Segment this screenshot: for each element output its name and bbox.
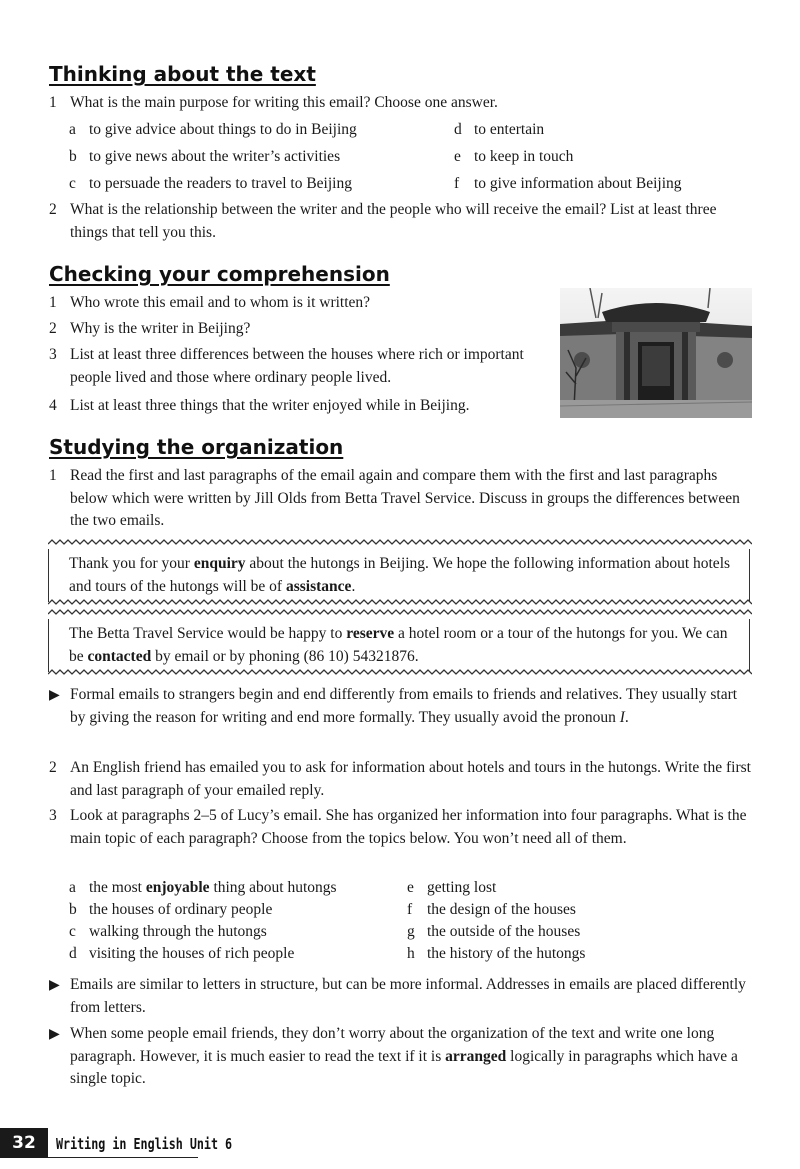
triangle-right-icon: ▶: [49, 1027, 60, 1042]
topic-option-h: h the history of the hutongs: [407, 945, 586, 962]
question-text: What is the relationship between the writer and the people who will receive the email? List at least three things that tell you this.: [70, 201, 717, 241]
question-number: 2: [49, 201, 57, 218]
topic-option-a: a the most enjoyable thing about hutongs: [69, 879, 337, 896]
organization-question-3: 3 Look at paragraphs 2–5 of Lucy’s email. She has organized her information into four paragraphs. What is the main topic of each paragraph? Choose from the topics below. You won’t need all of them.: [49, 807, 747, 847]
topic-option-d: d visiting the houses of rich people: [69, 945, 295, 962]
option-f: f to give information about Beijing: [454, 175, 682, 192]
wavy-border-middle: [48, 598, 752, 608]
page-number: 32: [0, 1128, 48, 1158]
tip-note-1: ▶ Formal emails to strangers begin and end differently from emails to friends and relatives. They usually start by giving the reason for writing and end more formally. They usually avoid the pronoun I.: [49, 686, 738, 726]
topic-option-e: e getting lost: [407, 879, 497, 896]
comprehension-question-1: 1 Who wrote this email and to whom is it written?: [49, 294, 371, 311]
comprehension-question-2: 2 Why is the writer in Beijing?: [49, 320, 251, 337]
topic-option-c: c walking through the hutongs: [69, 923, 267, 940]
option-c: c to persuade the readers to travel to Beijing: [69, 175, 352, 192]
keyword-contacted: contacted: [87, 647, 152, 665]
keyword-enquiry: enquiry: [193, 555, 246, 572]
question-2: [49, 199, 752, 244]
topic-option-b: b the houses of ordinary people: [69, 901, 273, 918]
option-b: b to give news about the writer’s activities: [69, 148, 341, 165]
wavy-border-top-2: [48, 608, 752, 618]
section-heading-organization: Studying the organization: [49, 435, 344, 459]
topic-option-f: f the design of the houses: [407, 901, 576, 918]
option-e: e to keep in touch: [454, 148, 574, 165]
comprehension-question-4: 4 List at least three things that the writer enjoyed while in Beijing.: [49, 397, 470, 414]
organization-question-2: 2 An English friend has emailed you to ask for information about hotels and tours in the hutongs. Write the first and last paragraph of your emailed reply.: [49, 759, 751, 799]
question-text: What is the main purpose for writing this email? Choose one answer.: [70, 94, 498, 111]
organization-question-1: 1 Read the first and last paragraphs of the email again and compare them with the first and last paragraphs below which were written by Jill Olds from Betta Travel Service. Discuss in groups the differences between the two emails.: [49, 467, 740, 529]
option-a: a to give advice about things to do in Beijing: [69, 121, 357, 138]
example-paragraph-box-2: The Betta Travel Service would be happy to reserve a hotel room or a tour of the hutongs for you. We can be contacted by email or by phoning (86 10) 54321876.: [48, 619, 750, 672]
keyword-arranged: arranged: [445, 1047, 507, 1065]
triangle-right-icon: ▶: [49, 978, 60, 993]
question-1: [49, 92, 752, 115]
option-d: d to entertain: [454, 121, 545, 138]
wavy-border-top: [48, 538, 752, 548]
hutong-gate-photo: [560, 288, 752, 418]
section-heading-checking: Checking your comprehension: [49, 262, 390, 286]
tip-note-3: ▶ When some people email friends, they don’t worry about the organization of the text and write one long paragraph. However, it is much easier to read the text if it is arranged logically in paragraphs which have a single topic.: [49, 1025, 738, 1087]
topic-option-g: g the outside of the houses: [407, 923, 581, 940]
running-footer-title: Writing in English Unit 6: [56, 1135, 233, 1153]
keyword-reserve: reserve: [346, 625, 395, 642]
triangle-right-icon: ▶: [49, 688, 60, 703]
comprehension-question-3: 3 List at least three differences between the houses where rich or important people lived and those where ordinary people lived.: [49, 346, 524, 386]
example-paragraph-box-1: Thank you for your enquiry about the hutongs in Beijing. We hope the following information about hotels and tours of the hutongs will be of assistance.: [48, 549, 750, 602]
section-heading-thinking: Thinking about the text: [49, 62, 316, 86]
keyword-assistance: assistance: [285, 577, 352, 595]
question-number: 1: [49, 94, 57, 111]
wavy-border-bottom: [48, 668, 752, 678]
footer-rule: [48, 1157, 198, 1158]
tip-note-2: ▶ Emails are similar to letters in structure, but can be more informal. Addresses in emails are placed differently from letters.: [49, 976, 746, 1016]
